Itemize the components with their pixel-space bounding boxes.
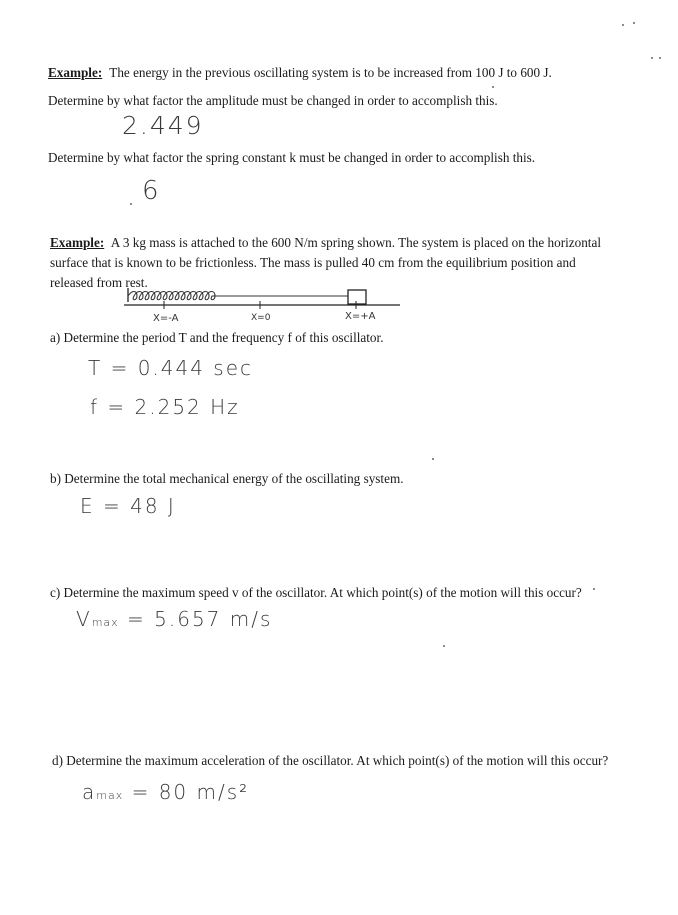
diagram-label-minus-a: X=-A [153,313,179,324]
mass-block [348,290,366,304]
part-b-question: b) Determine the total mechanical energy of the oscillating system. [50,471,404,486]
example1-intro: The energy in the previous oscillating system is to be increased from 100 J to 600 J. [109,65,552,80]
part-d-answer-symbol: a [82,780,97,804]
scan-speck [633,22,635,24]
scan-speck [432,458,434,460]
part-c-answer-value: = 5.657 m/s [127,607,273,631]
scan-speck [622,24,624,26]
part-a-answer-frequency: f = 2.252 Hz [90,395,240,419]
part-a-question: a) Determine the period T and the frequency f of this oscillator. [50,330,384,345]
example2-label: Example: [50,235,105,250]
scan-speck [659,57,661,59]
part-c-question: c) Determine the maximum speed v of the oscillator. At which point(s) of the motion will this occur? [50,585,582,600]
part-a-answer-period: T = 0.444 sec [88,356,254,380]
diagram-label-zero: X=0 [251,313,271,323]
part-d-answer [82,780,249,804]
example1-answer-amplitude: 2.449 [122,111,204,140]
part-d-answer-value: = 80 m/s² [131,780,250,804]
scan-speck [443,645,445,647]
scan-speck [492,86,494,88]
scan-speck [593,588,595,590]
example1-label: Example: [48,65,103,80]
example2-intro: A 3 kg mass is attached to the 600 N/m spring shown. The system is placed on the horizontal surface that is known to be frictionless. The mass is pulled 40 cm from the equilibrium position and released from rest. [50,235,601,290]
diagram-label-plus-a: X=+A [345,311,376,322]
scan-speck [651,57,653,59]
part-c-answer-symbol: V [76,607,92,631]
example1-intro-line [48,64,552,81]
part-c-answer-subscript: max [91,616,119,629]
spring [128,292,348,300]
part-d-answer-subscript: max [96,789,124,802]
example1-question-amplitude: Determine by what factor the amplitude must be changed in order to accomplish this. [48,93,498,108]
example1-question-spring-constant: Determine by what factor the spring constant k must be changed in order to accomplish this. [48,150,536,165]
part-d-question: d) Determine the maximum acceleration of the oscillator. At which point(s) of the motion will this occur? [52,753,609,768]
scan-speck [130,203,132,205]
example1-answer-spring-constant: 6 [142,176,161,206]
part-b-answer-energy: E = 48 J [80,494,176,518]
part-c-answer [76,607,272,631]
